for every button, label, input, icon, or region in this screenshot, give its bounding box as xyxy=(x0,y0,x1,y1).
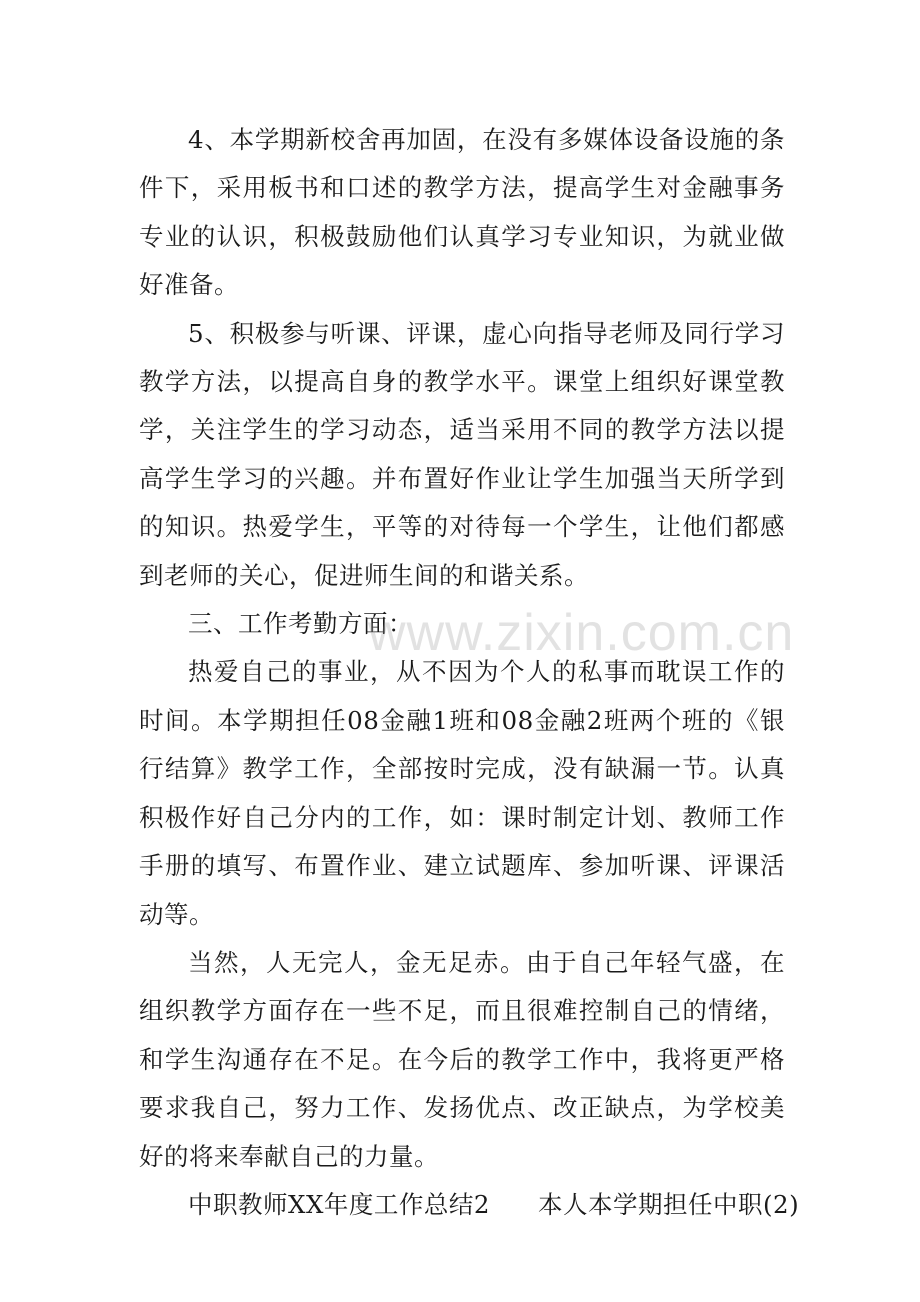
next-section-title: 中职教师XX年度工作总结2 xyxy=(188,1189,490,1219)
next-section-start: 本人本学期担任中职(2) xyxy=(537,1189,800,1219)
section-heading-attendance: 三、工作考勤方面： xyxy=(188,609,413,639)
paragraph-item-5: 5、积极参与听课、评课，虚心向指导老师及同行学习教学方法，以提高自身的教学水平。课堂上组织好课堂教学，关注学生的学习动态，适当采用不同的教学方法以提高学生学习的兴趣。并布置好作业让学生加强当天所学到的知识。热爱学生，平等的对待每一个学生，让他们都感到老师的关心，促进师生间的和谐关系。 xyxy=(139,318,785,590)
paragraph-conclusion: 当然，人无完人，金无足赤。由于自己年轻气盛，在组织教学方面存在一些不足，而且很难控制自己的情绪，和学生沟通存在不足。在今后的教学工作中，我将更严格要求我自己，努力工作、发扬优点、改正缺点，为学校美好的将来奉献自己的力量。 xyxy=(139,947,785,1171)
watermark-text: www.zixin.com.cn xyxy=(368,604,795,662)
document-body xyxy=(139,116,800,1229)
paragraph-attendance: 热爱自己的事业，从不因为个人的私事而耽误工作的时间。本学期担任08金融1班和08金融2班两个班的《银行结算》教学工作，全部按时完成，没有缺漏一节。认真积极作好自己分内的工作，如：课时制定计划、教师工作手册的填写、布置作业、建立试题库、参加听课、评课活动等。 xyxy=(139,657,785,929)
paragraph-item-4: 4、本学期新校舍再加固，在没有多媒体设备设施的条件下，采用板书和口述的教学方法，提高学生对金融事务专业的认识，积极鼓励他们认真学习专业知识，为就业做好准备。 xyxy=(139,125,785,300)
next-section-line xyxy=(139,1181,800,1229)
